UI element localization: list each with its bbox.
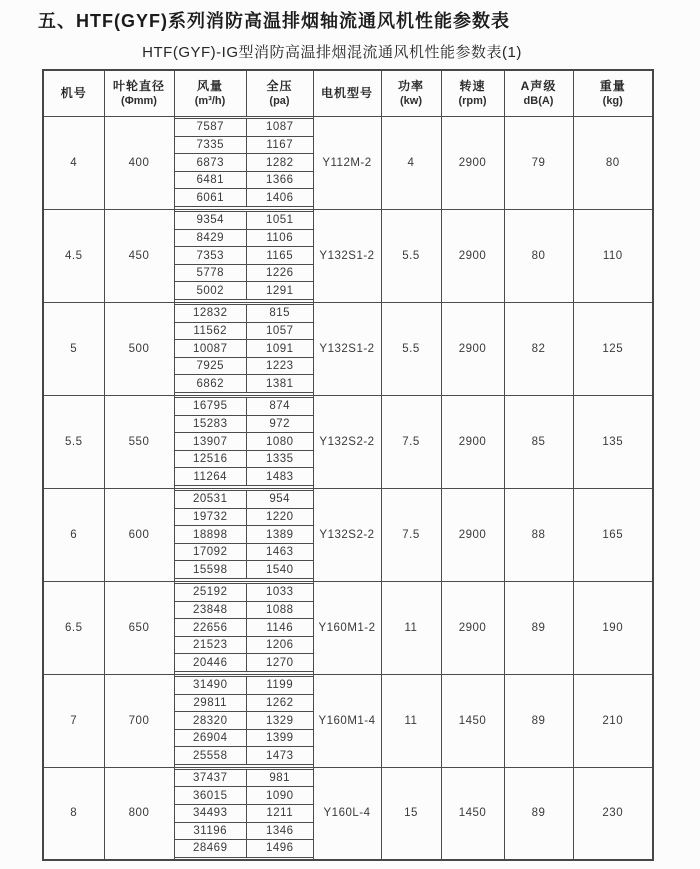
total-pressure-value: 1262 (246, 694, 312, 712)
model-no-cell: 4 (43, 116, 104, 209)
total-pressure-value: 1091 (246, 340, 312, 358)
total-pressure-value: 1335 (246, 450, 312, 468)
column-header-5 (313, 70, 381, 116)
flow-pressure-row (175, 712, 313, 730)
air-flow-value: 11562 (175, 322, 247, 340)
column-header-9 (573, 70, 653, 116)
flow-pressure-cell (174, 395, 313, 488)
air-flow-value: 12832 (175, 305, 247, 323)
flow-pressure-row (175, 229, 313, 247)
speed-cell: 2900 (441, 488, 504, 581)
air-flow-value: 7925 (175, 357, 247, 375)
air-flow-value: 6481 (175, 171, 247, 189)
model-no-cell: 6 (43, 488, 104, 581)
flow-pressure-row (175, 584, 313, 602)
flow-pressure-cell (174, 116, 313, 209)
air-flow-value: 26904 (175, 729, 247, 747)
air-flow-value: 7353 (175, 247, 247, 265)
air-flow-value: 37437 (175, 769, 247, 787)
column-unit: (pa) (269, 94, 290, 107)
total-pressure-value: 1057 (246, 322, 312, 340)
air-flow-value: 18898 (175, 526, 247, 544)
flow-pressure-row (175, 212, 313, 230)
total-pressure-value: 954 (246, 491, 312, 509)
total-pressure-value: 1087 (246, 119, 312, 137)
air-flow-value: 25192 (175, 584, 247, 602)
noise-level-cell: 89 (504, 581, 573, 674)
motor-model-cell: Y112M-2 (313, 116, 381, 209)
column-title: A声级 (520, 78, 557, 93)
column-title: 电机型号 (320, 85, 373, 100)
total-pressure-value: 1165 (246, 247, 312, 265)
power-cell: 11 (381, 674, 441, 767)
motor-model-cell: Y160M1-2 (313, 581, 381, 674)
flow-pressure-row (175, 282, 313, 300)
impeller-diameter-cell: 500 (104, 302, 174, 395)
column-title: 功率 (397, 78, 424, 93)
air-flow-value: 12516 (175, 450, 247, 468)
speed-cell: 2900 (441, 395, 504, 488)
flow-pressure-row (175, 636, 313, 654)
column-title: 叶轮直径 (112, 78, 165, 93)
flow-pressure-subtable (175, 676, 313, 765)
total-pressure-value: 1473 (246, 747, 312, 765)
air-flow-value: 20531 (175, 491, 247, 509)
total-pressure-value: 1080 (246, 433, 312, 451)
total-pressure-value: 1033 (246, 584, 312, 602)
motor-model-cell: Y160L-4 (313, 767, 381, 860)
column-header-8 (504, 70, 573, 116)
flow-pressure-row (175, 171, 313, 189)
table-subtitle: HTF(GYF)-IG型消防高温排烟混流通风机性能参数表(1) (142, 44, 522, 61)
flow-pressure-row (175, 468, 313, 486)
total-pressure-value: 1381 (246, 375, 312, 393)
impeller-diameter-cell: 650 (104, 581, 174, 674)
flow-pressure-row (175, 543, 313, 561)
flow-pressure-row (175, 357, 313, 375)
impeller-diameter-cell: 550 (104, 395, 174, 488)
air-flow-value: 25558 (175, 747, 247, 765)
column-unit: (m³/h) (194, 94, 226, 107)
speed-cell: 1450 (441, 674, 504, 767)
flow-pressure-subtable (175, 118, 313, 207)
motor-model-cell: Y160M1-4 (313, 674, 381, 767)
noise-level-cell: 79 (504, 116, 573, 209)
air-flow-value: 28469 (175, 840, 247, 858)
total-pressure-value: 1406 (246, 189, 312, 207)
flow-pressure-subtable (175, 397, 313, 486)
flow-pressure-cell (174, 581, 313, 674)
column-header-1 (43, 70, 104, 116)
flow-pressure-row (175, 264, 313, 282)
total-pressure-value: 1540 (246, 561, 312, 579)
air-flow-value: 15283 (175, 415, 247, 433)
power-cell: 7.5 (381, 488, 441, 581)
header-row (43, 70, 653, 116)
flow-pressure-row (175, 561, 313, 579)
air-flow-value: 23848 (175, 601, 247, 619)
air-flow-value: 8429 (175, 229, 247, 247)
flow-pressure-row (175, 415, 313, 433)
column-unit: (rpm) (458, 94, 487, 107)
air-flow-value: 7335 (175, 136, 247, 154)
flow-pressure-row (175, 136, 313, 154)
total-pressure-value: 874 (246, 398, 312, 416)
total-pressure-value: 1291 (246, 282, 312, 300)
total-pressure-value: 1329 (246, 712, 312, 730)
flow-pressure-row (175, 491, 313, 509)
noise-level-cell: 89 (504, 767, 573, 860)
air-flow-value: 29811 (175, 694, 247, 712)
air-flow-value: 5778 (175, 264, 247, 282)
air-flow-value: 10087 (175, 340, 247, 358)
weight-cell: 110 (573, 209, 653, 302)
flow-pressure-row (175, 747, 313, 765)
flow-pressure-row (175, 508, 313, 526)
total-pressure-value: 1199 (246, 677, 312, 695)
column-unit: (kg) (602, 94, 623, 107)
total-pressure-value: 1088 (246, 601, 312, 619)
speed-cell: 2900 (441, 116, 504, 209)
page-title: 五、HTF(GYF)系列消防高温排烟轴流通风机性能参数表 (38, 11, 510, 31)
total-pressure-value: 1220 (246, 508, 312, 526)
column-header-7 (441, 70, 504, 116)
column-title: 重量 (599, 78, 626, 93)
flow-pressure-row (175, 154, 313, 172)
air-flow-value: 22656 (175, 619, 247, 637)
power-cell: 15 (381, 767, 441, 860)
model-no-cell: 7 (43, 674, 104, 767)
flow-pressure-row (175, 619, 313, 637)
flow-pressure-row (175, 450, 313, 468)
flow-pressure-row (175, 769, 313, 787)
impeller-diameter-cell: 450 (104, 209, 174, 302)
flow-pressure-row (175, 305, 313, 323)
flow-pressure-row (175, 526, 313, 544)
total-pressure-value: 1167 (246, 136, 312, 154)
flow-pressure-row (175, 677, 313, 695)
total-pressure-value: 972 (246, 415, 312, 433)
column-title: 机号 (60, 85, 87, 100)
power-cell: 4 (381, 116, 441, 209)
flow-pressure-row (175, 375, 313, 393)
fan-group-row (43, 674, 653, 767)
impeller-diameter-cell: 800 (104, 767, 174, 860)
total-pressure-value: 1211 (246, 804, 312, 822)
flow-pressure-row (175, 804, 313, 822)
column-header-3 (174, 70, 246, 116)
noise-level-cell: 85 (504, 395, 573, 488)
model-no-cell: 5.5 (43, 395, 104, 488)
fan-group-row (43, 116, 653, 209)
noise-level-cell: 88 (504, 488, 573, 581)
total-pressure-value: 1282 (246, 154, 312, 172)
fan-performance-table (42, 69, 654, 861)
impeller-diameter-cell: 600 (104, 488, 174, 581)
motor-model-cell: Y132S2-2 (313, 488, 381, 581)
air-flow-value: 31490 (175, 677, 247, 695)
flow-pressure-subtable (175, 769, 313, 858)
flow-pressure-row (175, 654, 313, 672)
air-flow-value: 36015 (175, 787, 247, 805)
fan-table-body (43, 116, 653, 860)
power-cell: 7.5 (381, 395, 441, 488)
weight-cell: 165 (573, 488, 653, 581)
model-no-cell: 6.5 (43, 581, 104, 674)
weight-cell: 230 (573, 767, 653, 860)
total-pressure-value: 1090 (246, 787, 312, 805)
total-pressure-value: 815 (246, 305, 312, 323)
column-unit: (kw) (400, 94, 422, 107)
flow-pressure-cell (174, 674, 313, 767)
noise-level-cell: 80 (504, 209, 573, 302)
speed-cell: 2900 (441, 209, 504, 302)
total-pressure-value: 1463 (246, 543, 312, 561)
weight-cell: 210 (573, 674, 653, 767)
air-flow-value: 20446 (175, 654, 247, 672)
air-flow-value: 15598 (175, 561, 247, 579)
flow-pressure-row (175, 433, 313, 451)
air-flow-value: 6873 (175, 154, 247, 172)
total-pressure-value: 1366 (246, 171, 312, 189)
air-flow-value: 16795 (175, 398, 247, 416)
column-header-2 (104, 70, 174, 116)
flow-pressure-row (175, 787, 313, 805)
total-pressure-value: 1106 (246, 229, 312, 247)
speed-cell: 2900 (441, 581, 504, 674)
air-flow-value: 21523 (175, 636, 247, 654)
column-unit: (Φmm) (121, 94, 157, 107)
air-flow-value: 9354 (175, 212, 247, 230)
air-flow-value: 11264 (175, 468, 247, 486)
flow-pressure-row (175, 340, 313, 358)
total-pressure-value: 1146 (246, 619, 312, 637)
motor-model-cell: Y132S2-2 (313, 395, 381, 488)
impeller-diameter-cell: 400 (104, 116, 174, 209)
power-cell: 5.5 (381, 302, 441, 395)
air-flow-value: 6061 (175, 189, 247, 207)
air-flow-value: 6862 (175, 375, 247, 393)
column-header-6 (381, 70, 441, 116)
total-pressure-value: 1206 (246, 636, 312, 654)
flow-pressure-row (175, 729, 313, 747)
flow-pressure-subtable (175, 211, 313, 300)
total-pressure-value: 981 (246, 769, 312, 787)
air-flow-value: 13907 (175, 433, 247, 451)
flow-pressure-row (175, 119, 313, 137)
total-pressure-value: 1051 (246, 212, 312, 230)
column-title: 转速 (459, 78, 486, 93)
total-pressure-value: 1399 (246, 729, 312, 747)
weight-cell: 80 (573, 116, 653, 209)
model-no-cell: 5 (43, 302, 104, 395)
flow-pressure-row (175, 189, 313, 207)
air-flow-value: 17092 (175, 543, 247, 561)
impeller-diameter-cell: 700 (104, 674, 174, 767)
flow-pressure-subtable (175, 490, 313, 579)
flow-pressure-row (175, 322, 313, 340)
model-no-cell: 4.5 (43, 209, 104, 302)
model-no-cell: 8 (43, 767, 104, 860)
flow-pressure-cell (174, 209, 313, 302)
column-header-4 (246, 70, 313, 116)
flow-pressure-cell (174, 488, 313, 581)
air-flow-value: 19732 (175, 508, 247, 526)
flow-pressure-row (175, 247, 313, 265)
fan-group-row (43, 302, 653, 395)
column-unit: dB(A) (523, 94, 554, 107)
column-title: 全压 (266, 78, 293, 93)
flow-pressure-subtable (175, 583, 313, 672)
weight-cell: 135 (573, 395, 653, 488)
flow-pressure-row (175, 840, 313, 858)
air-flow-value: 28320 (175, 712, 247, 730)
fan-group-row (43, 395, 653, 488)
total-pressure-value: 1346 (246, 822, 312, 840)
power-cell: 11 (381, 581, 441, 674)
noise-level-cell: 89 (504, 674, 573, 767)
flow-pressure-cell (174, 767, 313, 860)
total-pressure-value: 1483 (246, 468, 312, 486)
air-flow-value: 31196 (175, 822, 247, 840)
fan-group-row (43, 581, 653, 674)
flow-pressure-row (175, 398, 313, 416)
flow-pressure-row (175, 822, 313, 840)
motor-model-cell: Y132S1-2 (313, 302, 381, 395)
air-flow-value: 34493 (175, 804, 247, 822)
noise-level-cell: 82 (504, 302, 573, 395)
column-title: 风量 (196, 78, 223, 93)
fan-group-row (43, 767, 653, 860)
flow-pressure-row (175, 601, 313, 619)
total-pressure-value: 1270 (246, 654, 312, 672)
fan-group-row (43, 488, 653, 581)
weight-cell: 190 (573, 581, 653, 674)
air-flow-value: 5002 (175, 282, 247, 300)
motor-model-cell: Y132S1-2 (313, 209, 381, 302)
total-pressure-value: 1389 (246, 526, 312, 544)
power-cell: 5.5 (381, 209, 441, 302)
air-flow-value: 7587 (175, 119, 247, 137)
total-pressure-value: 1496 (246, 840, 312, 858)
speed-cell: 2900 (441, 302, 504, 395)
flow-pressure-row (175, 694, 313, 712)
flow-pressure-cell (174, 302, 313, 395)
total-pressure-value: 1223 (246, 357, 312, 375)
speed-cell: 1450 (441, 767, 504, 860)
total-pressure-value: 1226 (246, 264, 312, 282)
flow-pressure-subtable (175, 304, 313, 393)
weight-cell: 125 (573, 302, 653, 395)
fan-group-row (43, 209, 653, 302)
